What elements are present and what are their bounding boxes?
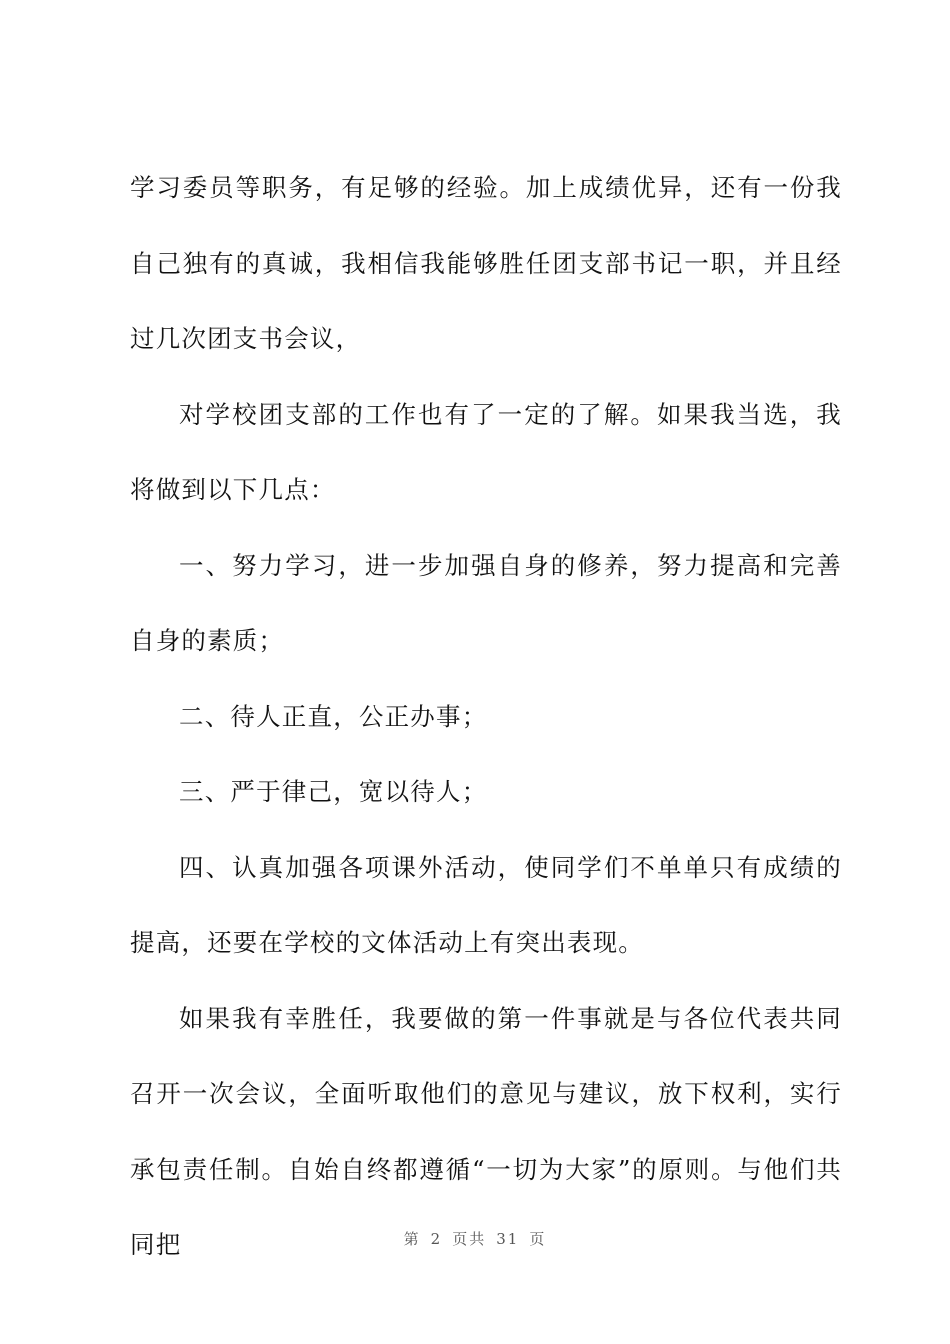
paragraph: 二、待人正直，公正办事； [179, 701, 488, 731]
document-body [130, 150, 842, 1283]
footer-suffix: 页 [529, 1230, 547, 1248]
total-pages-number: 31 [496, 1230, 520, 1248]
current-page-number: 2 [430, 1230, 443, 1248]
footer-middle: 页共 [452, 1230, 487, 1248]
paragraph: 学习委员等职务，有足够的经验。加上成绩优异，还有一份我自己独有的真诚，我相信我能够胜任团支部书记一职，并且经过几次团支书会议， [130, 173, 842, 353]
paragraph: 三、严于律己，宽以待人； [179, 777, 488, 806]
page-footer [0, 1228, 950, 1249]
paragraph: 对学校团支部的工作也有了一定的了解。如果我当选，我将做到以下几点： [130, 399, 842, 504]
paragraph: 一、努力学习，进一步加强自身的修养，努力提高和完善自身的素质； [130, 550, 842, 655]
paragraph: 如果我有幸胜任，我要做的第一件事就是与各位代表共同召开一次会议，全面听取他们的意见与建议，放下权利，实行承包责任制。自始自终都遵循“一切为大家”的原则。与他们共同把 [130, 1003, 842, 1259]
footer-prefix: 第 [403, 1230, 421, 1248]
paragraph: 四、认真加强各项课外活动，使同学们不单单只有成绩的提高，还要在学校的文体活动上有突出表现。 [130, 852, 842, 957]
